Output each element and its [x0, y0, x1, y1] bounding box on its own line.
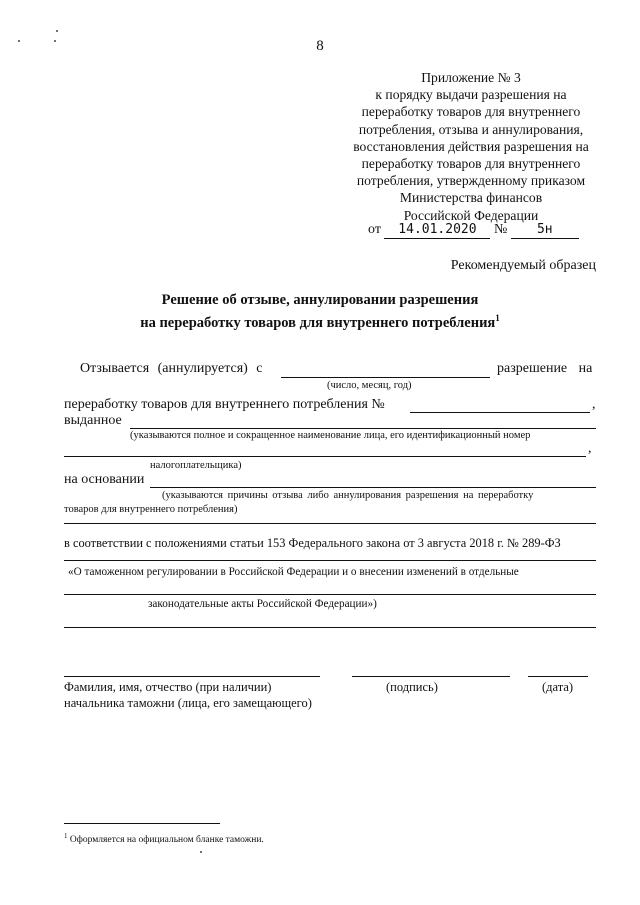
scan-speck — [200, 851, 202, 853]
title-line: Решение об отзыве, аннулировании разрешения — [161, 292, 479, 308]
appendix-line: потребления, утвержденному приказом — [356, 173, 586, 189]
comma: , — [588, 441, 592, 456]
law-name: законодательные акты Российской Федерации») — [148, 598, 377, 610]
date-hint: (число, месяц, год) — [327, 380, 412, 391]
basis-line — [150, 487, 596, 488]
issued-hint: (указываются полное и сокращенное наименование лица, его идентификационный номер — [130, 430, 531, 441]
issued-label: выданное — [64, 413, 122, 428]
scan-speck — [56, 30, 58, 32]
law-reference: в соответствии с положениями статьи 153 Федерального закона от 3 августа 2018 г. № 289-ФЗ — [64, 536, 561, 550]
footnote — [64, 832, 264, 845]
date-label: (дата) — [542, 680, 574, 694]
taxpayer-hint: налогоплательщика) — [150, 460, 242, 471]
title-line — [0, 309, 640, 332]
date-line — [528, 676, 588, 677]
order-number-label: № — [493, 222, 508, 237]
title-footnote-mark: 1 — [495, 313, 500, 323]
basis-line-2 — [64, 523, 596, 524]
appendix-header — [336, 69, 606, 224]
law-name-line-2 — [64, 627, 596, 628]
footnote-mark: 1 — [64, 832, 68, 840]
signature-label: (подпись) — [386, 680, 438, 694]
document-title — [0, 291, 640, 332]
order-date: 14.01.2020 — [384, 222, 490, 239]
permission-number-line — [410, 412, 590, 413]
basis-hint: товаров для внутреннего потребления) — [64, 504, 238, 515]
name-line — [64, 676, 320, 677]
appendix-line: переработку товаров для внутреннего — [361, 156, 581, 172]
page-number: 8 — [316, 38, 324, 54]
processing-label: переработку товаров для внутреннего потребления № — [64, 397, 385, 412]
order-prefix: от — [368, 222, 381, 237]
name-label: Фамилия, имя, отчество (при наличии) — [64, 680, 272, 694]
title-line-text: на переработку товаров для внутреннего потребления — [140, 314, 496, 331]
basis-hint: (указываются причины отзыва либо аннулирования разрешения на переработку — [162, 490, 534, 501]
appendix-line: восстановления действия разрешения на — [353, 138, 589, 154]
footnote-text: Оформляется на официальном бланке таможни. — [69, 835, 264, 846]
permission-label: разрешение на — [497, 361, 593, 376]
revocation-date-line — [281, 377, 490, 378]
recommended-sample-label: Рекомендуемый образец — [450, 258, 596, 273]
signature-line — [352, 676, 510, 677]
basis-label: на основании — [64, 472, 145, 487]
name-label: начальника таможни (лица, его замещающего) — [64, 696, 312, 710]
comma: , — [592, 397, 596, 412]
order-reference — [368, 222, 579, 239]
appendix-line: Российской Федерации — [403, 207, 539, 223]
appendix-line: переработку товаров для внутреннего — [361, 104, 581, 120]
footnote-separator — [64, 823, 220, 824]
law-name-line — [64, 594, 596, 595]
appendix-line: к порядку выдачи разрешения на — [375, 87, 567, 103]
law-line — [64, 560, 596, 561]
law-name: «О таможенном регулировании в Российской Федерации и о внесении изменений в отдельные — [68, 566, 519, 578]
issued-line — [130, 428, 596, 429]
appendix-line: потребления, отзыва и аннулирования, — [358, 121, 584, 137]
issued-line-2 — [64, 456, 586, 457]
order-number: 5н — [511, 222, 579, 239]
appendix-line: Приложение № 3 — [421, 70, 521, 85]
appendix-line: Министерства финансов — [399, 190, 543, 206]
revoked-label: Отзывается (аннулируется) с — [80, 361, 263, 376]
